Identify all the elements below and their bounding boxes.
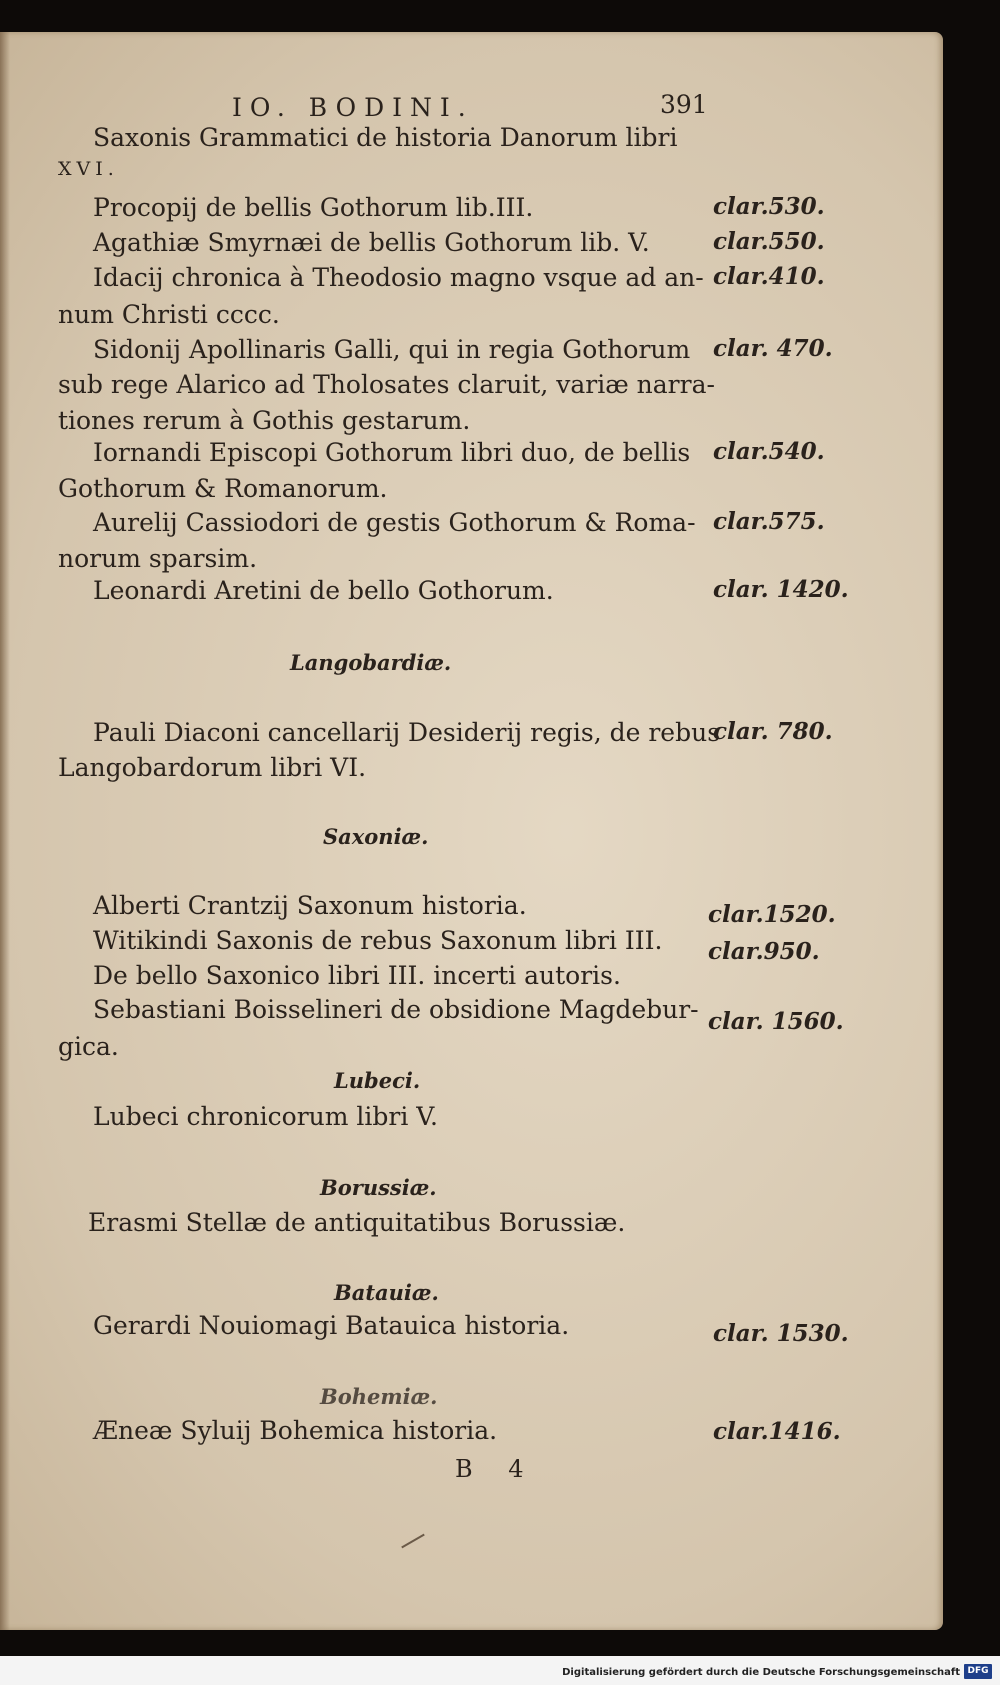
- clar-date: clar.530.: [713, 193, 825, 220]
- entry-line: Procopij de bellis Gothorum lib.III.: [93, 193, 534, 222]
- entry-line: Witikindi Saxonis de rebus Saxonum libri III.: [93, 926, 663, 955]
- dfg-logo: DFG: [964, 1664, 992, 1679]
- section-heading-batauia: Batauiæ.: [334, 1280, 439, 1305]
- entry-line: De bello Saxonico libri III. incerti autoris.: [93, 961, 621, 990]
- entry-line: Lubeci chronicorum libri V.: [93, 1102, 438, 1131]
- entry-line: Agathiæ Smyrnæi de bellis Gothorum lib. V.: [93, 228, 650, 257]
- entry-line: Iornandi Episcopi Gothorum libri duo, de bellis: [93, 438, 691, 467]
- entry-line: Aurelij Cassiodori de gestis Gothorum & Roma-: [93, 508, 696, 537]
- clar-date: clar. 1530.: [713, 1320, 849, 1347]
- page-number: 391: [660, 90, 708, 119]
- section-heading-langobardia: Langobardiæ.: [290, 650, 452, 675]
- footer-credit: Digitalisierung gefördert durch die Deutsche Forschungsgemeinschaft: [562, 1667, 960, 1678]
- clar-date: clar. 1420.: [713, 576, 849, 603]
- entry-line: Alberti Crantzij Saxonum historia.: [93, 891, 527, 920]
- entry-line: Gothorum & Romanorum.: [58, 474, 388, 503]
- entry-line: Pauli Diaconi cancellarij Desiderij regis, de rebus: [93, 718, 721, 747]
- signature-mark: B 4: [455, 1455, 538, 1483]
- entry-line: Idacij chronica à Theodosio magno vsque ad an-: [93, 263, 704, 292]
- entry-line: sub rege Alarico ad Tholosates claruit, variæ narra-: [58, 370, 715, 399]
- clar-date: clar.540.: [713, 438, 825, 465]
- entry-line: Sidonij Apollinaris Galli, qui in regia Gothorum: [93, 335, 691, 364]
- clar-date: clar.550.: [713, 228, 825, 255]
- section-heading-bohemia: Bohemiæ.: [320, 1384, 438, 1409]
- clar-date: clar.950.: [708, 938, 820, 965]
- entry-line: Erasmi Stellæ de antiquitatibus Borussiæ.: [88, 1208, 626, 1237]
- entry-line: Saxonis Grammatici de historia Danorum libri: [93, 123, 678, 152]
- clar-date: clar. 1560.: [708, 1008, 844, 1035]
- clar-date: clar.410.: [713, 263, 825, 290]
- section-heading-borussia: Borussiæ.: [320, 1175, 437, 1200]
- entry-line: Æneæ Syluij Bohemica historia.: [93, 1416, 498, 1445]
- page-gutter-shadow: [0, 32, 10, 1630]
- entry-line: Leonardi Aretini de bello Gothorum.: [93, 576, 554, 605]
- entry-line: Langobardorum libri VI.: [58, 753, 367, 782]
- clar-date: clar.1520.: [708, 901, 836, 928]
- section-heading-lubeci: Lubeci.: [334, 1068, 421, 1093]
- clar-date: clar.1416.: [713, 1418, 841, 1445]
- entry-line: Sebastiani Boisselineri de obsidione Magdebur-: [93, 995, 699, 1024]
- entry-line: XVI.: [58, 158, 119, 180]
- entry-line: gica.: [58, 1032, 119, 1061]
- entry-line: num Christi cccc.: [58, 300, 280, 329]
- clar-date: clar.575.: [713, 508, 825, 535]
- running-title: IO. BODINI.: [232, 93, 474, 122]
- entry-line: norum sparsim.: [58, 544, 258, 573]
- entry-line: Gerardi Nouiomagi Batauica historia.: [93, 1311, 570, 1340]
- clar-date: clar. 470.: [713, 335, 833, 362]
- entry-line: tiones rerum à Gothis gestarum.: [58, 406, 471, 435]
- clar-date: clar. 780.: [713, 718, 833, 745]
- section-heading-saxonia: Saxoniæ.: [323, 824, 429, 849]
